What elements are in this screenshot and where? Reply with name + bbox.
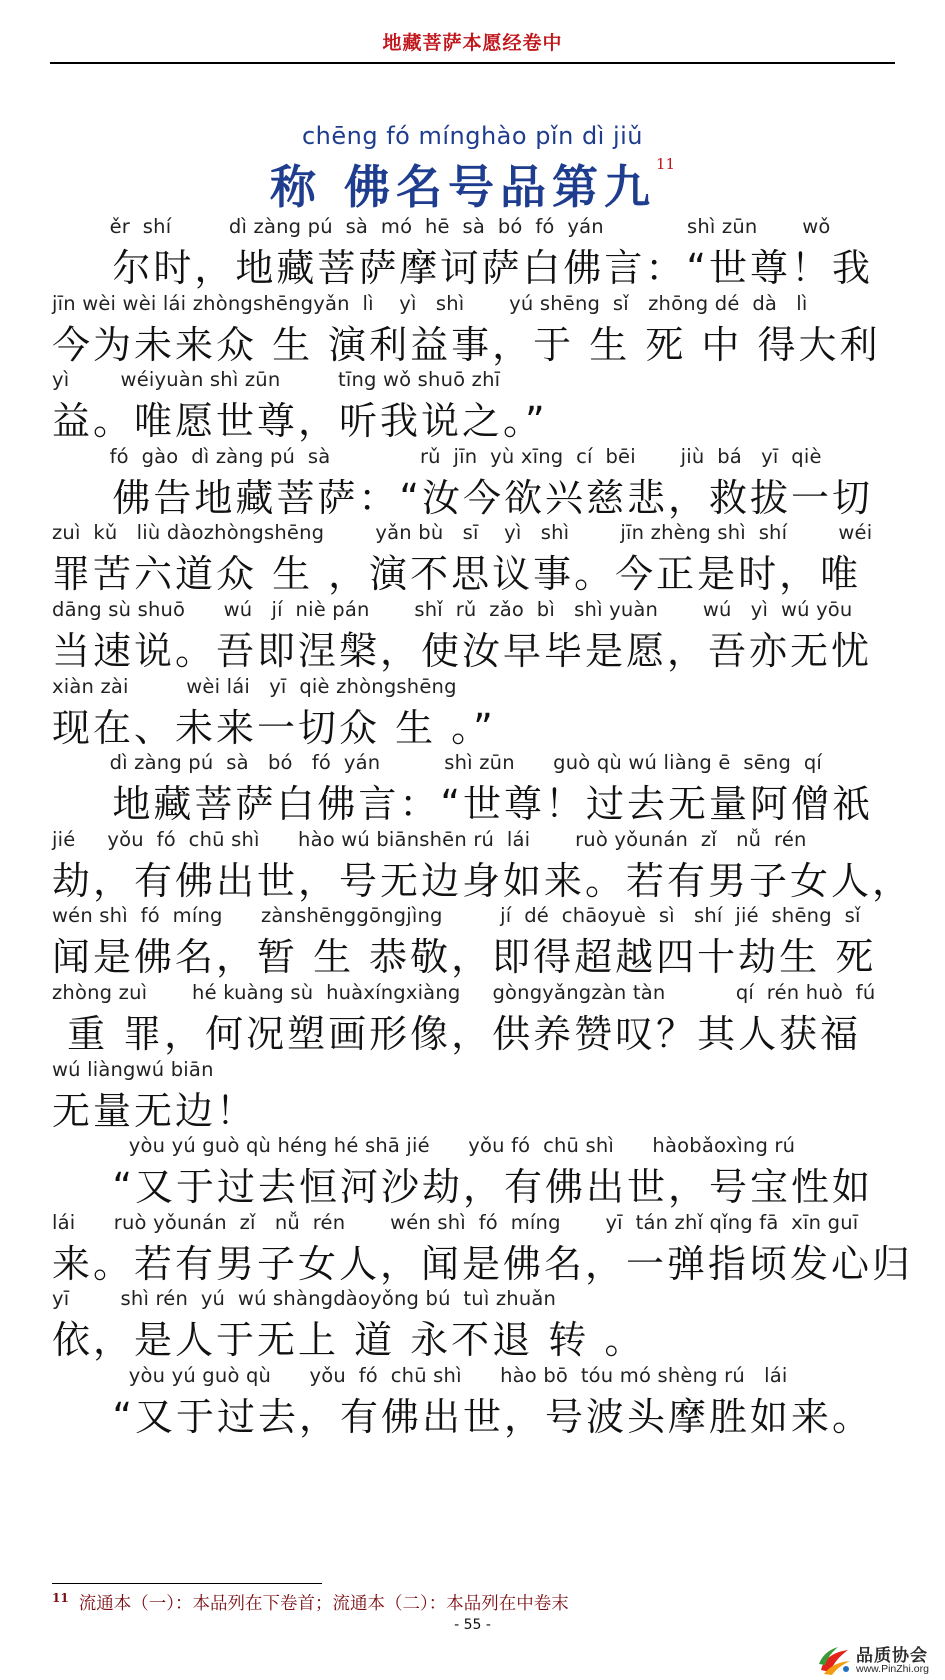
watermark-name: 品质协会	[856, 1646, 928, 1666]
hanzi-row: 当速说。吾即涅槃，使汝早毕是愿，吾亦无忧	[52, 629, 873, 673]
hanzi-row: 无量无边！	[52, 1088, 258, 1133]
page-number: - 55 -	[454, 1617, 491, 1633]
chapter-title-text: 称 佛名号品第九	[269, 160, 656, 214]
footnote-text: 流通本（一）：本品列在下卷首；流通本（二）：本品列在中卷末	[78, 1594, 569, 1614]
pinyin-row: dì zàng pú sà bó fó yán shì zūn guò qù wú liàng ē sēng qí	[52, 751, 823, 775]
footnote-rule	[52, 1583, 322, 1584]
hanzi-row: 尔时，地藏菩萨摩诃萨白佛言：“世尊！我	[52, 246, 874, 290]
pinyin-row: xiàn zài wèi lái yī qiè zhòngshēng	[52, 674, 457, 698]
watermark-logo	[818, 1640, 945, 1680]
pinyin-row: zuì kǔ liù dàozhòngshēng yǎn bù sī yì shì jīn zhèng shì shí wéi	[52, 521, 873, 545]
footnote	[52, 1590, 895, 1615]
pinyin-row: yì wéiyuàn shì zūn tīng wǒ shuō zhī	[52, 368, 501, 392]
pinyin-row: yī shì rén yú wú shàngdàoyǒng bú tuì zhuǎn	[52, 1287, 557, 1311]
pinyin-row: jīn wèi wèi lái zhòngshēngyǎn lì yì shì yú shēng sǐ zhōng dé dà lì	[52, 291, 808, 315]
hanzi-row: 地藏菩萨白佛言：“世尊！过去无量阿僧祇	[52, 782, 874, 827]
hanzi-row: 闻是佛名，暂 生 恭敬，即得超越四十劫生 死	[52, 935, 877, 980]
pinyin-row: lái ruò yǒunán zǐ nǚ rén wén shì fó míng yī tán zhǐ qǐng fā xīn guī	[52, 1210, 859, 1234]
watermark-url: www.PinZhi.org	[856, 1663, 929, 1675]
hanzi-row: 罪苦六道众 生 ，演不思议事。今正是时，唯	[52, 552, 862, 597]
hanzi-row: 来。若有男子女人，闻是佛名，一弹指顷发心归	[52, 1241, 914, 1286]
hanzi-row: 益。唯愿世尊，听我说之。”	[52, 399, 548, 444]
pinzhi-logo-icon	[818, 1644, 852, 1676]
pinyin-row: fó gào dì zàng pú sà rǔ jīn yù xīng cí bēi jiù bá yī qiè	[52, 444, 822, 468]
hanzi-row: 依，是人于无上 道 永不退 转 。	[52, 1318, 646, 1363]
pinyin-row: dāng sù shuō wú jí niè pán shǐ rǔ zǎo bì shì yuàn wú yì wú yōu	[52, 598, 853, 621]
pinyin-row: wén shì fó míng zànshēnggōngjìng jí dé chāoyuè sì shí jié shēng sǐ	[52, 904, 861, 928]
footnote-number: 11	[52, 1591, 69, 1606]
hanzi-row: “又于过去恒河沙劫，有佛出世，号宝性如	[52, 1165, 874, 1210]
pinyin-row: yòu yú guò qù héng hé shā jié yǒu fó chū shì hàobǎoxìng rú	[52, 1134, 796, 1158]
page-header: 地藏菩萨本愿经卷中	[382, 32, 563, 54]
hanzi-row: 现在、未来一切众 生 。”	[52, 705, 496, 750]
pinyin-row: yòu yú guò qù yǒu fó chū shì hào bō tóu mó shèng rú lái	[52, 1364, 788, 1387]
hanzi-row: 劫，有佛出世，号无边身如来。若有男子女人，	[52, 858, 914, 903]
footnote-ref-marker[interactable]: 11	[655, 155, 676, 173]
pinyin-row: wú liàngwú biān	[52, 1057, 214, 1081]
hanzi-row: 今为未来众 生 演利益事，于 生 死 中 得大利	[52, 322, 881, 367]
pinyin-row: ěr shí dì zàng pú sà mó hē sà bó fó yán shì zūn wǒ	[52, 215, 831, 238]
hanzi-row: 重 罪，何况塑画形像，供养赞叹？其人获福	[52, 1012, 862, 1056]
hanzi-row: “又于过去，有佛出世，号波头摩胜如来。	[52, 1395, 874, 1439]
hanzi-row: 佛告地藏菩萨：“汝今欲兴慈悲，救拔一切	[52, 475, 874, 520]
pinyin-row: jié yǒu fó chū shì hào wú biānshēn rú lái ruò yǒunán zǐ nǚ rén	[52, 827, 807, 851]
pinyin-row: zhòng zuì hé kuàng sù huàxíngxiàng gòngyǎngzàn tàn qí rén huò fú	[52, 981, 876, 1004]
chapter-title-pinyin: chēng fó mínghào pǐn dì jiǔ	[301, 122, 644, 150]
